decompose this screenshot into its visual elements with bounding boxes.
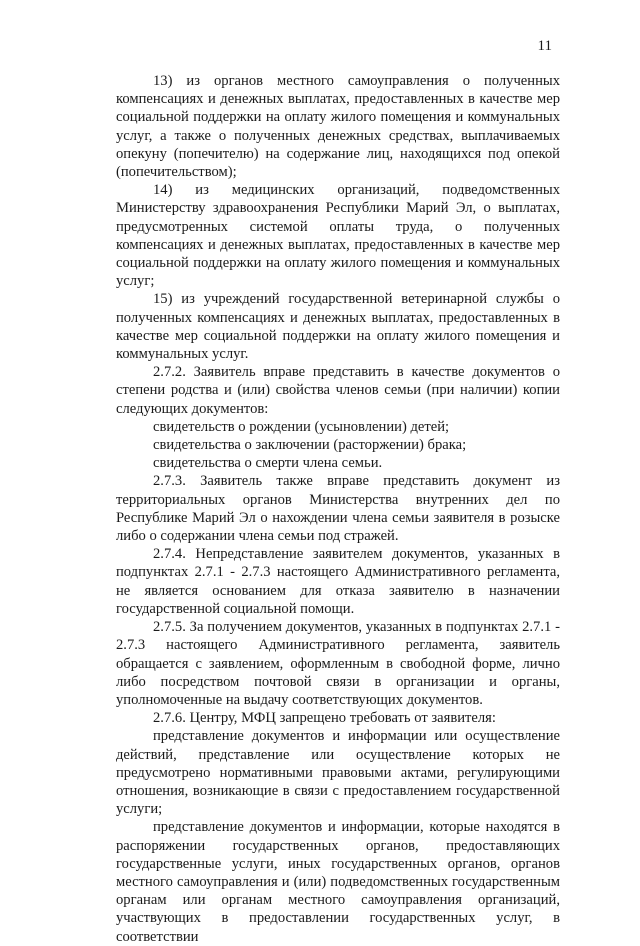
paragraph-item-13: 13) из органов местного самоуправления о полученных компенсациях и денежных выплатах, предоставленных в качестве мер социальной поддержки на оплату жилого помещения и коммунальных услуг, а также о полученных денежных средствах, выплачиваемых опекуну (попечителю) на содержание лиц, находящихся под опекой (попечительством);	[116, 73, 560, 181]
paragraph-item-15: 15) из учреждений государственной ветеринарной службы о полученных компенсациях и денежных выплатах, предоставленных в качестве мер социальной поддержки на оплату жилого помещения и коммунальных услуг.	[116, 291, 560, 363]
paragraph-2-7-5: 2.7.5. За получением документов, указанных в подпунктах 2.7.1 - 2.7.3 настоящего Административного регламента, заявитель обращается с заявлением, оформленным в свободной форме, лично либо посредством почтовой связи в организации и органы, уполномоченные на выдачу соответствующих документов.	[116, 619, 560, 708]
paragraph-2-7-3: 2.7.3. Заявитель также вправе представить документ из территориальных органов Министерства внутренних дел по Республике Марий Эл о нахождении члена семьи заявителя в розыске либо о содержании члена семьи под стражей.	[116, 473, 560, 545]
document-body	[116, 72, 560, 946]
paragraph-2-7-2: 2.7.2. Заявитель вправе представить в качестве документов о степени родства и (или) свойства членов семьи (при наличии) копии следующих документов:	[116, 364, 560, 417]
paragraph-2-7-4: 2.7.4. Непредставление заявителем документов, указанных в подпунктах 2.7.1 - 2.7.3 настоящего Административного регламента, не является основанием для отказа заявителю в назначении государственной социальной помощи.	[116, 546, 560, 617]
list-item-birth-certificates: свидетельств о рождении (усыновлении) детей;	[153, 418, 450, 435]
paragraph-2-7-6: 2.7.6. Центру, МФЦ запрещено требовать от заявителя:	[153, 710, 496, 727]
paragraph-prohibition-documents: представление документов и информации, которые находятся в распоряжении государственных органов, предоставляющих государственные услуги, иных государственных органов, органов местного самоуправления и (или) подведомственных государственным органам или органам местного самоуправления организаций, участвующих в предоставлении государственных услуг, в соответствии	[116, 819, 560, 945]
list-item-marriage-certificates: свидетельства о заключении (расторжении) брака;	[153, 437, 467, 454]
paragraph-prohibition-actions: представление документов и информации или осуществление действий, представление или осуществление которых не предусмотрено нормативными правовыми актами, регулирующими отношения, возникающие в связи с предоставлением государственной услуги;	[116, 728, 560, 818]
paragraph-item-14: 14) из медицинских организаций, подведомственных Министерству здравоохранения Республики Марий Эл, о выплатах, предусмотренных системой оплаты труда, о полученных компенсациях и денежных выплатах, предоставленных в качестве мер социальной поддержки на оплату жилого помещения и коммунальных услуг;	[116, 182, 560, 290]
list-item-death-certificates: свидетельства о смерти члена семьи.	[153, 455, 383, 472]
page-number: 11	[537, 38, 552, 54]
